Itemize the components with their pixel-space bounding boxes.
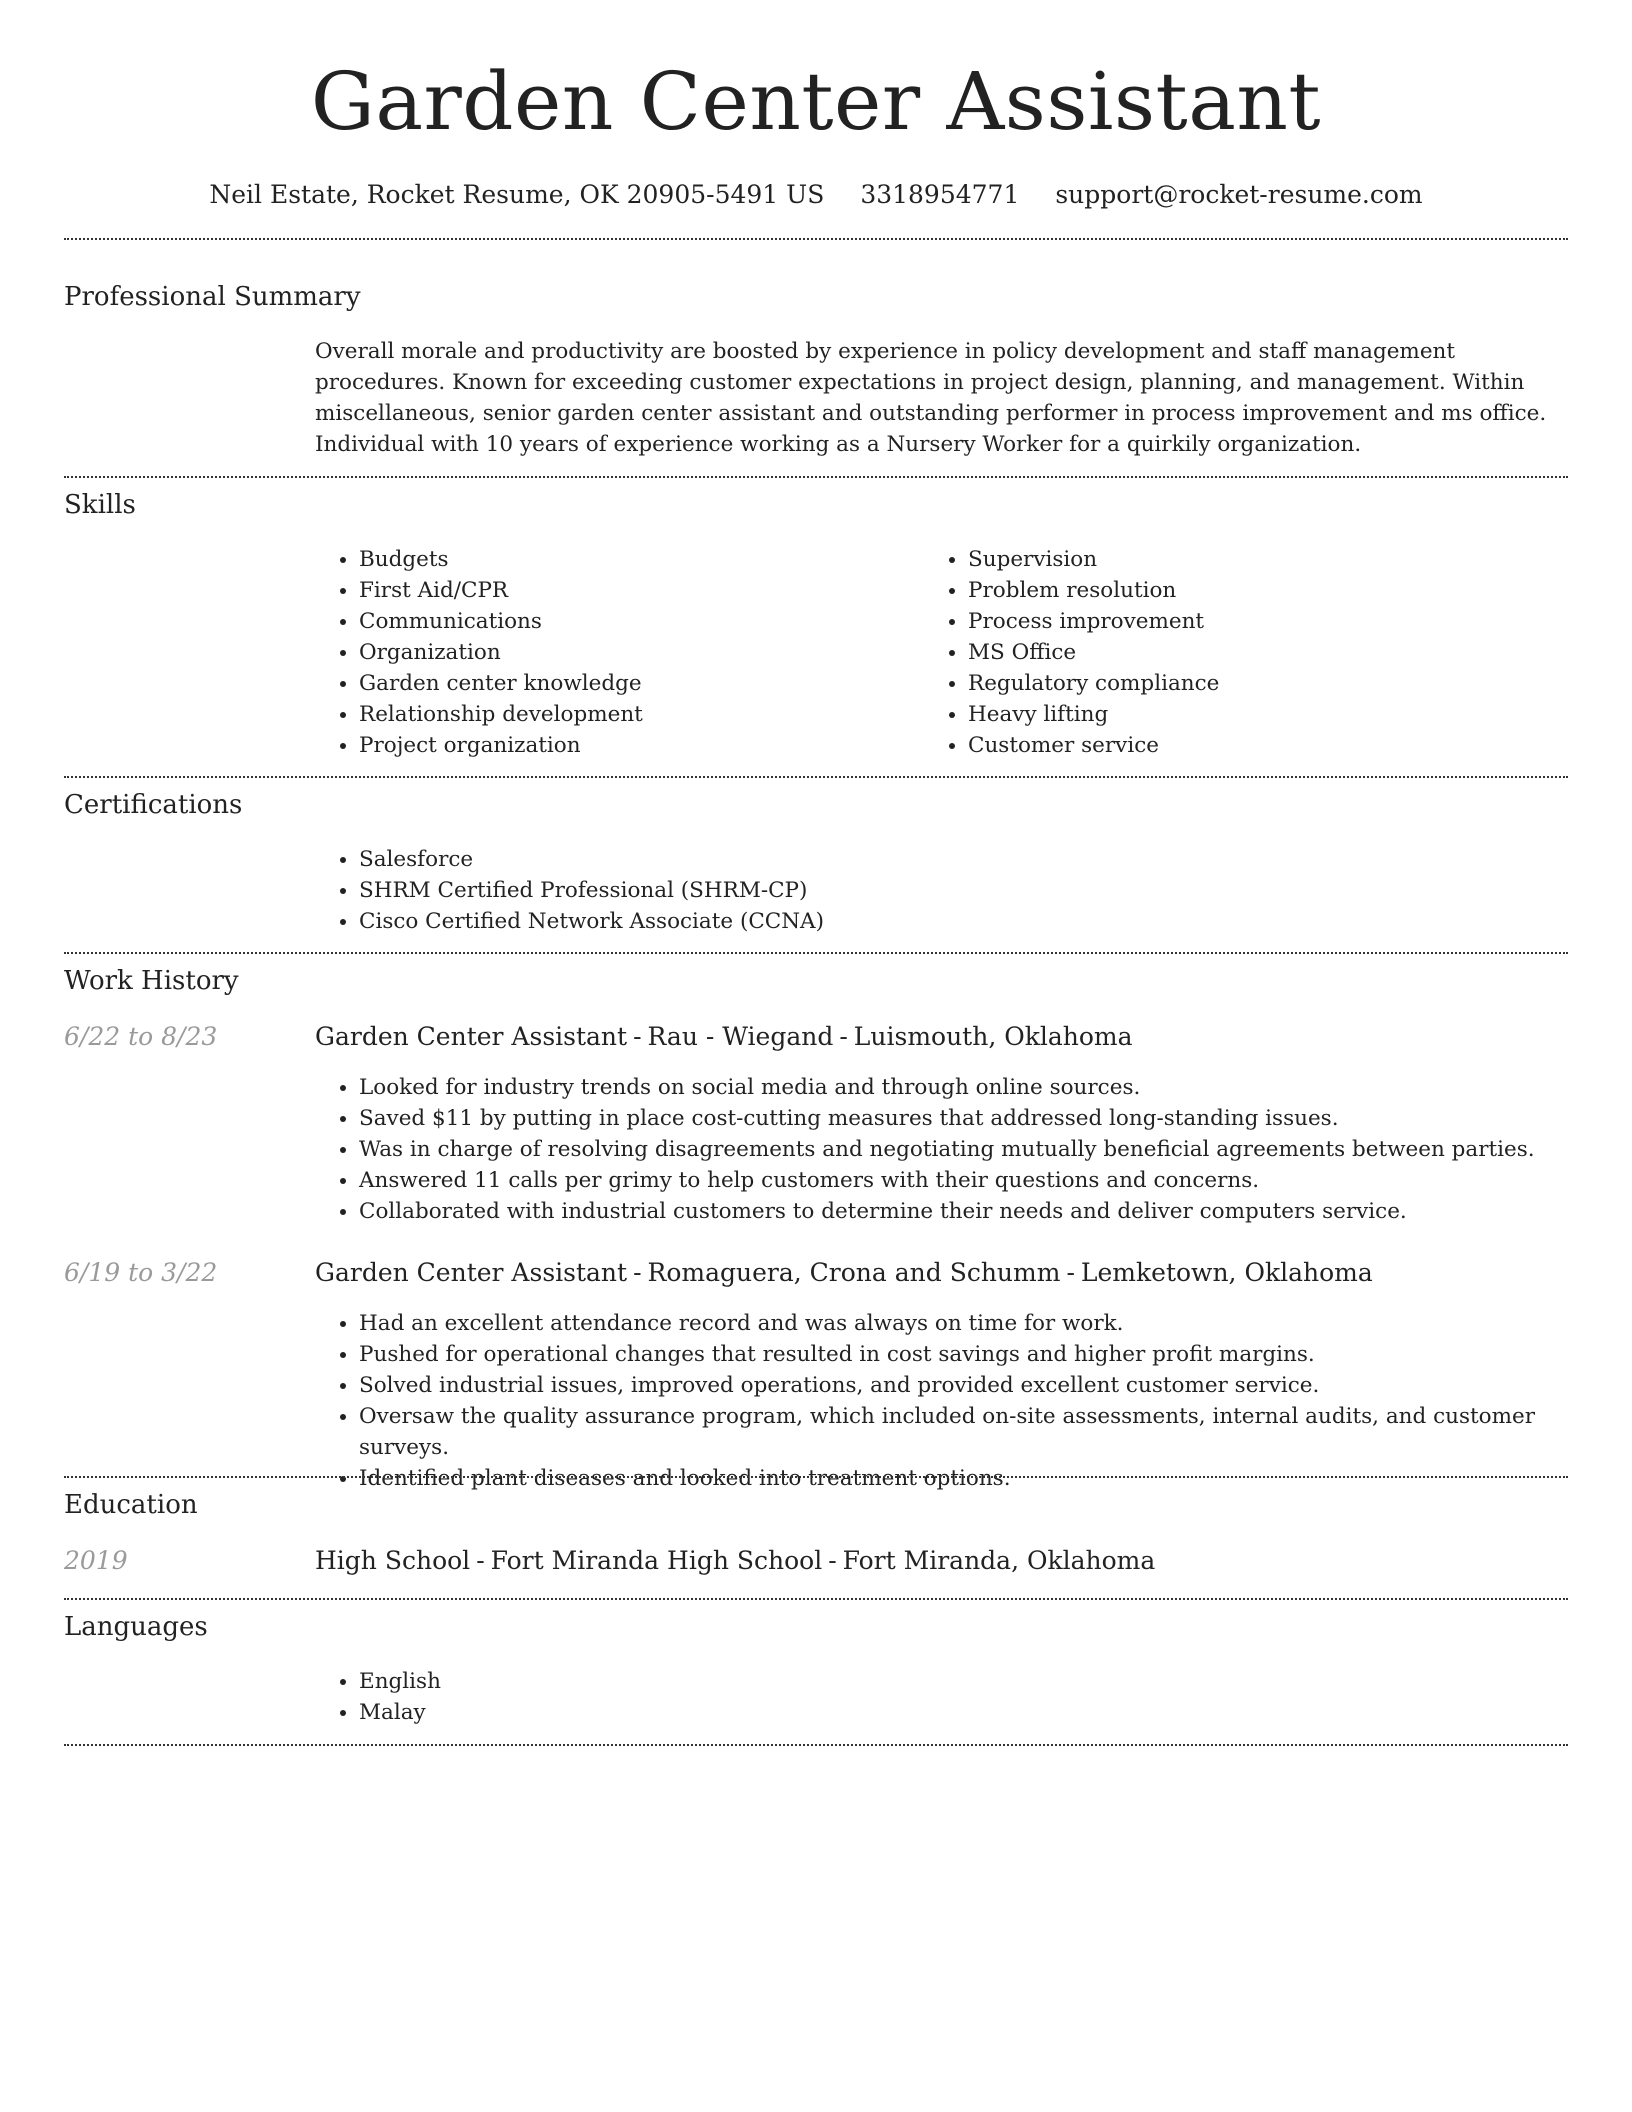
- list-item: • Answered 11 calls per grimy to help customers with their questions and concerns.: [359, 1165, 1609, 1196]
- job-location: Luismouth, Oklahoma: [853, 1022, 1133, 1051]
- email: support@rocket-resume.com: [1055, 180, 1423, 209]
- list-item: • Budgets: [359, 544, 919, 575]
- list-item: • Saved $11 by putting in place cost-cutting measures that addressed long-standing issues.: [359, 1103, 1609, 1134]
- separator: -: [633, 1258, 642, 1287]
- school-name: Fort Miranda High School: [490, 1546, 823, 1575]
- list-item: • Project organization: [359, 730, 919, 761]
- list-item: • Malay: [359, 1697, 959, 1728]
- degree: High School: [315, 1546, 471, 1575]
- list-item: • SHRM Certified Professional (SHRM-CP): [359, 875, 1559, 906]
- separator: -: [633, 1022, 642, 1051]
- list-item: • Heavy lifting: [968, 699, 1568, 730]
- list-item: • Communications: [359, 606, 919, 637]
- job-dates: 6/22 to 8/23: [64, 1022, 218, 1051]
- list-item: • Oversaw the quality assurance program, which included on-site assessments, internal audits, and customer surveys.: [359, 1401, 1609, 1463]
- section-title-languages: Languages: [64, 1612, 208, 1642]
- list-item: • First Aid/CPR: [359, 575, 919, 606]
- list-item: • Regulatory compliance: [968, 668, 1568, 699]
- contact-line: [0, 178, 1632, 212]
- list-item: • Was in charge of resolving disagreements and negotiating mutually beneficial agreements between parties.: [359, 1134, 1609, 1165]
- job-heading: [315, 1256, 1373, 1290]
- section-title-certifications: Certifications: [64, 790, 243, 820]
- education-year: 2019: [64, 1546, 128, 1575]
- list-item: • Collaborated with industrial customers to determine their needs and deliver computers service.: [359, 1196, 1609, 1227]
- job-location: Lemketown, Oklahoma: [1080, 1258, 1373, 1287]
- job-heading: [315, 1020, 1133, 1054]
- section-title-education: Education: [64, 1490, 198, 1520]
- school-location: Fort Miranda, Oklahoma: [842, 1546, 1156, 1575]
- list-item: • Garden center knowledge: [359, 668, 919, 699]
- candidate-name: Garden Center Assistant: [310, 55, 1322, 148]
- list-item: • Salesforce: [359, 844, 1559, 875]
- job-title: Garden Center Assistant: [315, 1258, 628, 1287]
- separator: -: [828, 1546, 837, 1575]
- languages-list: [315, 1666, 959, 1728]
- divider: [64, 476, 1568, 478]
- divider: [64, 776, 1568, 778]
- job-dates: 6/19 to 3/22: [64, 1258, 218, 1287]
- list-item: • MS Office: [968, 637, 1568, 668]
- divider: [64, 238, 1568, 240]
- separator: -: [1066, 1258, 1075, 1287]
- section-title-summary: Professional Summary: [64, 282, 361, 312]
- list-item: • Supervision: [968, 544, 1568, 575]
- resume-header: [0, 0, 1632, 212]
- list-item: • Process improvement: [968, 606, 1568, 637]
- list-item: • Had an excellent attendance record and was always on time for work.: [359, 1308, 1609, 1339]
- certifications-list: [315, 844, 1559, 937]
- separator: -: [839, 1022, 848, 1051]
- list-item: • Problem resolution: [968, 575, 1568, 606]
- job-bullets: [315, 1072, 1609, 1227]
- divider: [64, 1476, 1568, 1478]
- list-item: • Solved industrial issues, improved operations, and provided excellent customer service.: [359, 1370, 1609, 1401]
- list-item: • Identified plant diseases and looked into treatment options.: [359, 1463, 1609, 1494]
- divider: [64, 952, 1568, 954]
- address: Neil Estate, Rocket Resume, OK 20905-5491 US: [209, 180, 825, 209]
- job-bullets: [315, 1308, 1609, 1494]
- skills-list-left: [315, 544, 919, 761]
- education-heading: [315, 1544, 1155, 1578]
- divider: [64, 1744, 1568, 1746]
- skills-list-right: [924, 544, 1568, 761]
- list-item: • Cisco Certified Network Associate (CCNA): [359, 906, 1559, 937]
- list-item: • Relationship development: [359, 699, 919, 730]
- list-item: • Customer service: [968, 730, 1568, 761]
- separator: -: [476, 1546, 485, 1575]
- section-title-skills: Skills: [64, 490, 136, 520]
- job-company: Rau - Wiegand: [647, 1022, 834, 1051]
- summary-text: Overall morale and productivity are boosted by experience in policy development and staff management procedures. Known for exceeding customer expectations in project design, planning, and management. Within miscellaneous, senior garden center assistant and outstanding performer in process improvement and ms office. Individual with 10 years of experience working as a Nursery Worker for a quirkily organization.: [315, 339, 1547, 457]
- list-item: • English: [359, 1666, 959, 1697]
- section-title-work: Work History: [64, 966, 239, 996]
- list-item: • Pushed for operational changes that resulted in cost savings and higher profit margins.: [359, 1339, 1609, 1370]
- job-title: Garden Center Assistant: [315, 1022, 628, 1051]
- job-company: Romaguera, Crona and Schumm: [647, 1258, 1061, 1287]
- divider: [64, 1598, 1568, 1600]
- phone: 3318954771: [860, 180, 1020, 209]
- list-item: • Looked for industry trends on social media and through online sources.: [359, 1072, 1609, 1103]
- list-item: • Organization: [359, 637, 919, 668]
